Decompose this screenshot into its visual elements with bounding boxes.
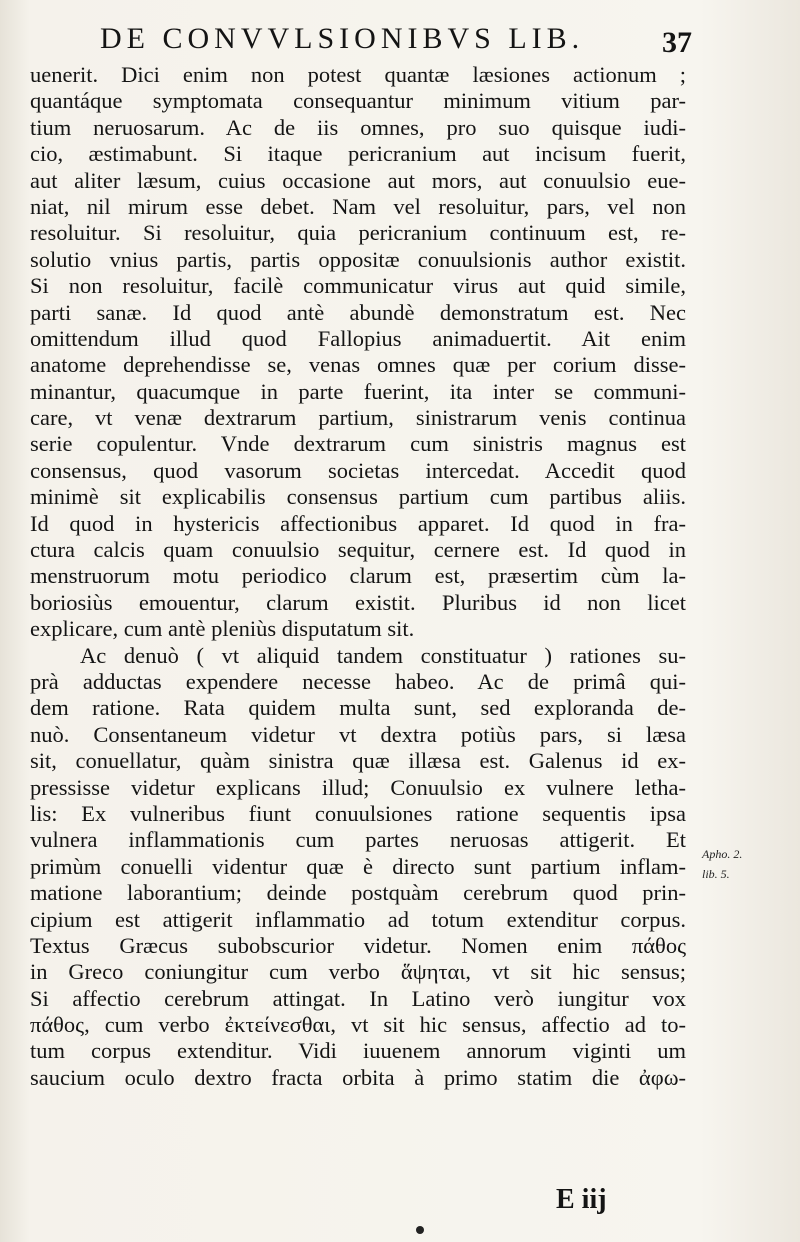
text-line: Ac denuò ( vt aliquid tandem constituatur ) rationes su- (80, 642, 686, 668)
text-line: Si non resoluitur, facilè communicatur virus aut quid simile, (30, 273, 686, 299)
running-title: DE CONVVLSIONIBVS LIB. (100, 22, 585, 55)
text-line: cipium est attigerit inflammatio ad totum extenditur corpus. (30, 906, 686, 932)
text-line: omittendum illud quod Fallopius animaduertit. Ait enim (30, 325, 686, 351)
margin-note: lib. 5. (702, 867, 730, 881)
text-line: Id quod in hystericis affectionibus apparet. Id quod in fra- (30, 510, 686, 536)
text-line: aut aliter læsum, cuius occasione aut mors, aut conuulsio eue- (30, 167, 686, 193)
text-line: tium neruosarum. Ac de iis omnes, pro suo quisque iudi- (30, 114, 686, 140)
text-line: Si affectio cerebrum attingat. In Latino verò iungitur vox (30, 985, 686, 1011)
text-line: primùm conuelli videntur quæ è directo sunt partium inflam- (30, 853, 686, 879)
text-line: dem ratione. Rata quidem multa sunt, sed exploranda de- (30, 695, 686, 721)
text-line: cio, æstimabunt. Si itaque pericranium aut incisum fuerit, (30, 141, 686, 167)
text-line: parti sanæ. Id quod antè abundè demonstratum est. Nec (30, 299, 686, 325)
text-line: vulnera inflammationis cum partes neruosas attigerit. Et (30, 827, 686, 853)
text-line: care, vt venæ dextrarum partium, sinistrarum venis continua (30, 405, 686, 431)
text-line: nuò. Consentaneum videtur vt dextra potiùs pars, si læsa (30, 721, 686, 747)
body-text (30, 62, 686, 1091)
text-line: tum corpus extenditur. Vidi iuuenem annorum viginti um (30, 1038, 686, 1064)
text-line: niat, nil mirum esse debet. Nam vel resoluitur, pars, vel non (30, 193, 686, 219)
text-line: serie copulentur. Vnde dextrarum cum sinistris magnus est (30, 431, 686, 457)
text-line: lis: Ex vulneribus fiunt conuulsiones ratione sequentis ipsa (30, 800, 686, 826)
text-line: explicare, cum antè pleniùs disputatum sit. (30, 616, 415, 642)
text-line: quantáque symptomata consequantur minimum vitium par- (30, 88, 686, 114)
text-line: pressisse videtur explicans illud; Conuulsio ex vulnere letha- (30, 774, 686, 800)
signature-mark: E iij (556, 1184, 607, 1215)
text-line: uenerit. Dici enim non potest quantæ læsiones actionum ; (30, 62, 686, 87)
text-line: menstruorum motu periodico clarum est, præsertim cùm la- (30, 563, 686, 589)
text-line: solutio vnius partis, partis oppositæ conuulsionis author existit. (30, 246, 686, 272)
text-line: in Greco coniungitur cum verbo ἅψηται, vt sit hic sensus; (30, 959, 686, 985)
text-line: Textus Græcus subobscurior videtur. Nomen enim πάθος (30, 932, 686, 958)
text-line: prà adductas expendere necesse habeo. Ac de primâ qui- (30, 668, 686, 694)
text-line: ctura calcis quam conuulsio sequitur, cernere est. Id quod in (30, 537, 686, 563)
text-line: matione laborantium; deinde postquàm cerebrum quod prin- (30, 880, 686, 906)
page-header (100, 22, 700, 62)
text-line: consensus, quod vasorum societas intercedat. Accedit quod (30, 457, 686, 483)
text-line: minimè sit explicabilis consensus partium cum partibus aliis. (30, 484, 686, 510)
page-number: 37 (662, 26, 692, 59)
text-line: saucium oculo dextro fracta orbita à primo statim die ἀφω- (30, 1064, 686, 1090)
text-line: minantur, quacumque in parte fuerint, ita inter se communi- (30, 378, 686, 404)
ink-dot (416, 1226, 424, 1234)
margin-note: Apho. 2. (702, 847, 743, 861)
text-line: sit, conuellatur, quàm sinistra quæ illæsa est. Galenus id ex- (30, 748, 686, 774)
text-line: anatome deprehendisse se, venas omnes quæ per corium disse- (30, 352, 686, 378)
text-line: boriosiùs emouentur, clarum existit. Pluribus id non licet (30, 589, 686, 615)
text-line: πάθος, cum verbo ἐκτείνεσθαι, vt sit hic sensus, affectio ad to- (30, 1012, 686, 1038)
text-line: resoluitur. Si resoluitur, quia pericranium continuum est, re- (30, 220, 686, 246)
